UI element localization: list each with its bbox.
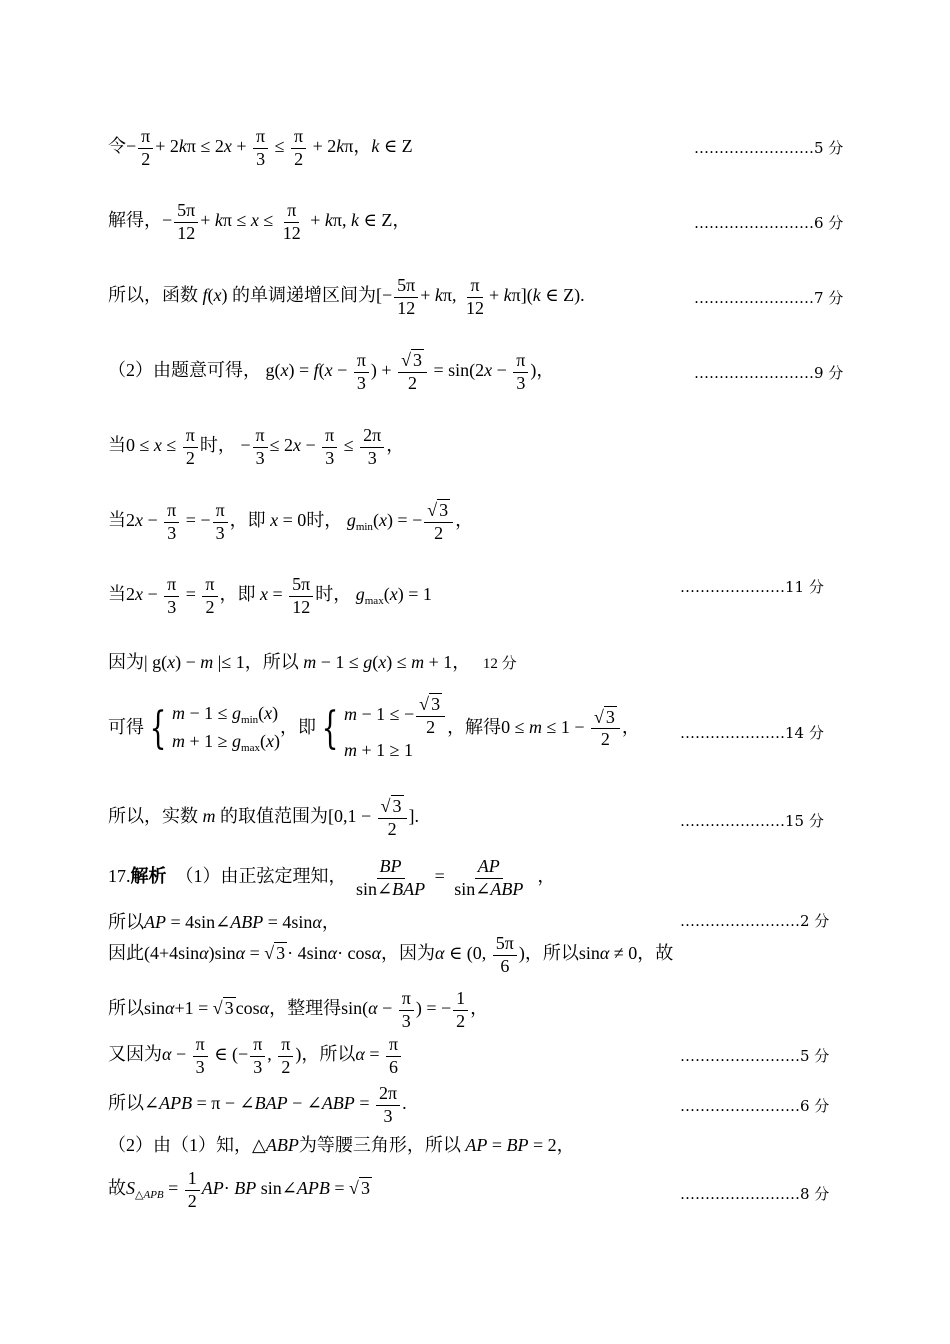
text-lead: 令 <box>108 136 126 157</box>
score-5: ……………………5 分 <box>694 139 844 157</box>
text-lead: 又因为 <box>108 1044 162 1065</box>
text-mid: 为等腰三角形，所以 <box>298 1135 461 1155</box>
text-lead: 当 <box>108 510 126 531</box>
text-mid: ，即 <box>279 716 316 737</box>
text-lead: （2）由题意可得， <box>108 360 261 381</box>
text-mid: ，整理得 <box>269 998 342 1019</box>
line-g-definition: （2）由题意可得， g(x) = f(x − $\frac{\pi}{3}$ ) + $\frac{√ 3}{2}$ = sin(2x − $\frac{\pi}{3}$ )， <box>108 350 555 393</box>
text-mid2: ，所以 <box>524 943 579 964</box>
line-equation: 因此(4+4sinα)sinα = √ 3 · 4sinα· cosα，因为α ∈ (0, $\frac{5\pi}{6}$ )，所以sinα ≠ 0，故 <box>108 933 674 976</box>
score-9: ……………………9 分 <box>694 364 844 382</box>
score-6: ……………………6 分 <box>694 214 844 232</box>
line-system: 可得 { $m - 1 \le g_{min}(x)$ $m + 1 \ge g_{max}(x)$ ，即 { m − 1 ≤ − $\frac{√ 3}{2}$ m + 1 ≥ 1 ，解得0 ≤ m ≤ 1 − $\frac{√ 3}{2}$ ， <box>108 694 640 761</box>
text-tail: ，故 <box>637 943 674 964</box>
line-angle-apb: 所以∠APB = π − ∠BAP − ∠ABP = $\frac{2\pi}{3}$ . <box>108 1083 407 1126</box>
score-2: ……………………2 分 <box>680 912 830 930</box>
score-14: …………………14 分 <box>680 724 824 742</box>
text-lead: 解得， <box>108 210 162 231</box>
text-lead: 所以 <box>108 998 144 1019</box>
score-11: …………………11 分 <box>680 578 824 596</box>
text-mid: ，所以 <box>244 652 299 672</box>
line-g-min: 当2x − $\frac{\pi}{3}$ = − $\frac{\pi}{3}$ ，即 x = 0时， $g_{min}(x)$ = − $\frac{√ 3}{2}$ ， <box>108 500 474 543</box>
score-15: …………………15 分 <box>680 812 824 830</box>
score-8: ……………………8 分 <box>680 1185 830 1203</box>
text-lead: （2）由（1）知， <box>108 1135 252 1155</box>
line-problem-17: 17.解析 （1）由正弦定理知， $\frac{BP}{\text{sin∠BAP}}$ = $\frac{AP}{\text{sin∠ABP}}$ ， <box>108 856 556 899</box>
text-mid2: 时， <box>306 510 343 531</box>
score-6b: ……………………6 分 <box>680 1097 830 1115</box>
text-lead: 因此 <box>108 943 144 964</box>
text-lead: 当 <box>108 584 126 605</box>
score-5b: ……………………5 分 <box>680 1047 830 1065</box>
text-lead: 因为 <box>108 652 144 672</box>
score-7: ……………………7 分 <box>694 289 844 307</box>
text-mid: ，所以 <box>301 1044 356 1065</box>
line-range-x: 当0 ≤ x ≤ $\frac{\pi}{2}$ 时， − $\frac{\pi}{3}$ ≤ 2x − $\frac{\pi}{3}$ ≤ $\frac{2\pi}{3}$ ， <box>108 425 405 468</box>
score-12: 12 分 <box>482 656 517 672</box>
line-m-range: 所以，实数 m 的取值范围为[0,1 − $\frac{√ 3}{2}$ ]. <box>108 796 420 839</box>
line-alpha-value: 又因为α − $\frac{\pi}{3}$ ∈ (− $\frac{\pi}{3}$ , $\frac{\pi}{2}$ )，所以α = $\frac{\pi}{6}$ <box>108 1034 403 1078</box>
line-abs-condition: 因为| g(x) − m |≤ 1，所以 m − 1 ≤ g(x) ≤ m + 1， 12 分 <box>108 652 517 672</box>
text-lead: 故 <box>108 1178 126 1199</box>
text-lead: 所以，函数 <box>108 285 198 306</box>
line-isosceles: （2）由（1）知，△ABP为等腰三角形，所以 AP = BP = 2， <box>108 1135 575 1155</box>
text-mid: 的取值范围为 <box>220 806 328 827</box>
line-ap-value: 所以AP = 4sin∠ABP = 4sinα， <box>108 912 340 932</box>
text-mid: ，即 <box>219 584 256 605</box>
line-monotone-condition: 令− $\frac{\pi}{2}$ + 2kπ ≤ 2x + $\frac{\pi}{3}$ ≤ $\frac{\pi}{2}$ + 2kπ，k ∈ Z <box>108 126 413 169</box>
problem-number: 17. <box>108 866 131 887</box>
line-solve-interval: 解得，− $\frac{5\pi}{12}$ + kπ ≤ x ≤ $\frac{\pi}{12}$ + kπ, k ∈ Z， <box>108 200 411 243</box>
text-mid: 时， <box>199 435 236 456</box>
analysis-label: 解析 <box>130 866 167 887</box>
text-lead: 可得 <box>108 716 144 737</box>
text-mid: ，即 <box>229 510 266 531</box>
text-mid2: ，解得 <box>447 716 502 737</box>
line-g-max: 当2x − $\frac{\pi}{3}$ = $\frac{\pi}{2}$ ，即 x = $\frac{5\pi}{12}$ 时， $g_{max}(x) = 1$ <box>108 574 432 617</box>
text-lead: 所以，实数 <box>108 806 198 827</box>
line-area: 故$S_{\triangle APB}$ = $\frac{1}{2}$ AP· BP sin∠APB = √ 3 <box>108 1168 370 1211</box>
line-increasing-interval: 所以，函数 f(x) 的单调递增区间为[− $\frac{5\pi}{12}$ + kπ, $\frac{\pi}{12}$ + kπ](k ∈ Z). <box>108 275 585 318</box>
text-lead: 当 <box>108 435 126 456</box>
text-mid2: 时， <box>315 584 352 605</box>
text-mid: ，因为 <box>381 943 436 964</box>
text-mid: 的单调递增区间为 <box>232 285 377 306</box>
line-simplify: 所以sinα+1 = √ 3 cosα，整理得sin(α − $\frac{\pi}{3}$ ) = − $\frac{1}{2}$ ， <box>108 988 489 1031</box>
text-lead: （1）由正弦定理知， <box>175 866 347 887</box>
text-lead: 所以 <box>108 912 144 932</box>
text-lead: 所以 <box>108 1093 144 1114</box>
